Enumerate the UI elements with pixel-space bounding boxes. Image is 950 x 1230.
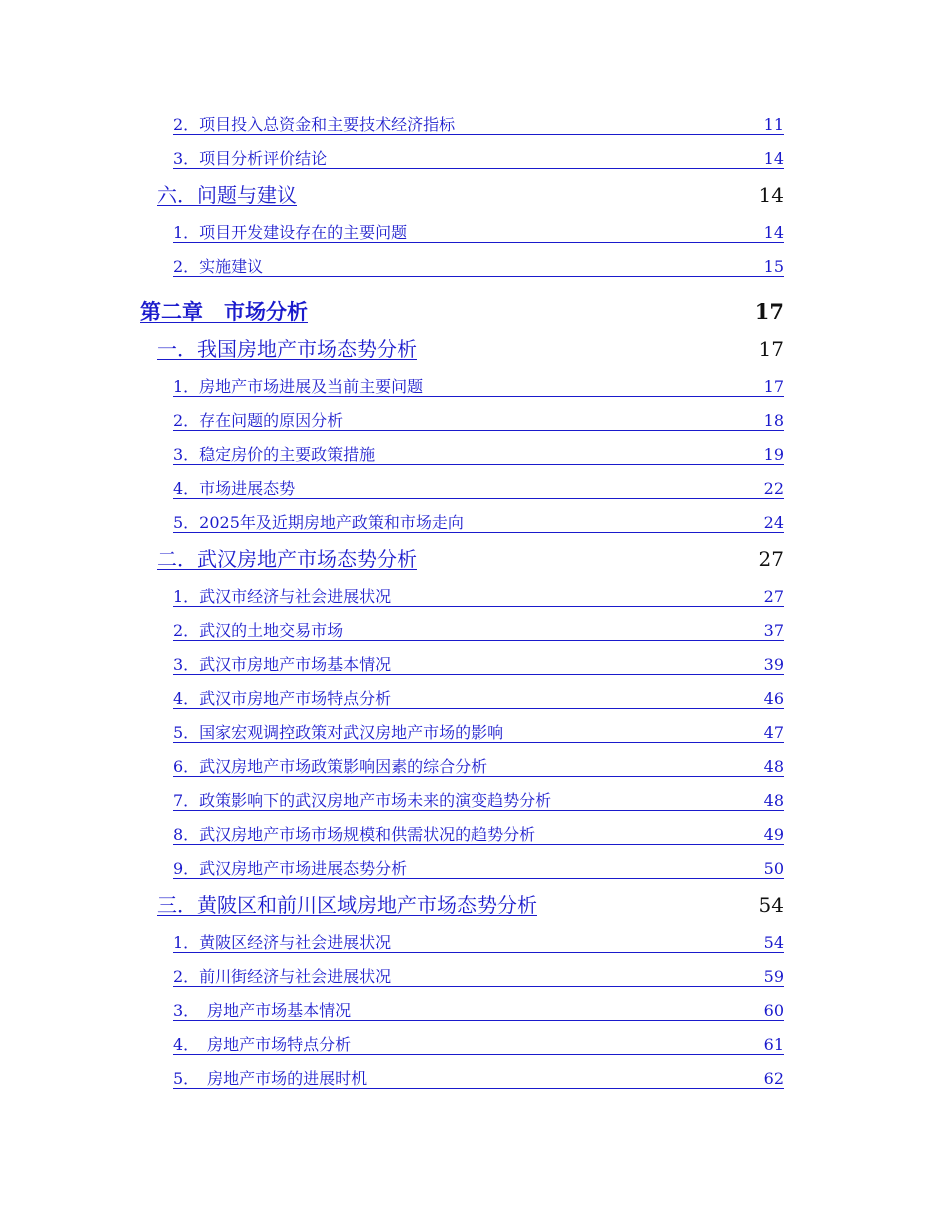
toc-entry[interactable] (173, 790, 784, 811)
toc-entry-page: 11 (763, 115, 784, 134)
toc-entry[interactable] (173, 966, 784, 987)
toc-section-title: 二．武汉房地产市场态势分析 (157, 547, 417, 571)
toc-entry[interactable] (173, 1034, 784, 1055)
toc-entry-title: 3．项目分析评价结论 (173, 149, 328, 168)
toc-section[interactable] (157, 181, 784, 207)
toc-entry[interactable] (173, 1000, 784, 1021)
toc-entry[interactable] (173, 114, 784, 135)
toc-entry-page: 22 (763, 479, 784, 498)
toc-entry[interactable] (173, 1068, 784, 1089)
toc-entry-page: 39 (763, 655, 784, 674)
toc-entry-title: 2．实施建议 (173, 257, 264, 276)
toc-section[interactable] (157, 891, 784, 917)
toc-entry-page: 48 (763, 791, 784, 810)
toc-entry-page: 61 (763, 1035, 784, 1054)
toc-entry[interactable] (173, 444, 784, 465)
toc-entry[interactable] (173, 148, 784, 169)
toc-entry[interactable] (173, 824, 784, 845)
toc-entry[interactable] (173, 512, 784, 533)
toc-entry[interactable] (173, 722, 784, 743)
toc-entry-page: 59 (763, 967, 784, 986)
toc-entry-title: 4．市场进展态势 (173, 479, 296, 498)
toc-entry-title: 7．政策影响下的武汉房地产市场未来的演变趋势分析 (173, 791, 552, 810)
toc-section-page: 17 (758, 337, 784, 361)
toc-entry-title: 2．前川街经济与社会进展状况 (173, 967, 392, 986)
toc-entry[interactable] (173, 222, 784, 243)
toc-entry-title: 5．2025年及近期房地产政策和市场走向 (173, 513, 464, 532)
toc-entry-title: 6．武汉房地产市场政策影响因素的综合分析 (173, 757, 488, 776)
toc-section-page: 27 (758, 547, 784, 571)
toc-entry-page: 47 (763, 723, 784, 742)
toc-entry[interactable] (173, 932, 784, 953)
toc-entry-page: 14 (763, 223, 784, 242)
toc-section-title: 三．黄陂区和前川区域房地产市场态势分析 (157, 893, 537, 917)
toc-entry[interactable] (173, 376, 784, 397)
toc-entry-title: 1．黄陂区经济与社会进展状况 (173, 933, 392, 952)
toc-entry-page: 48 (763, 757, 784, 776)
toc-entry-title: 9．武汉房地产市场进展态势分析 (173, 859, 408, 878)
toc-entry[interactable] (173, 620, 784, 641)
toc-section[interactable] (157, 335, 784, 361)
toc-chapter[interactable] (140, 297, 784, 325)
toc-entry-page: 24 (763, 513, 784, 532)
toc-section[interactable] (157, 545, 784, 571)
toc-entry[interactable] (173, 478, 784, 499)
toc-entry-title: 4． 房地产市场特点分析 (173, 1035, 352, 1054)
toc-entry[interactable] (173, 586, 784, 607)
toc-entry-title: 2．项目投入总资金和主要技术经济指标 (173, 115, 456, 134)
toc-chapter-page: 17 (754, 299, 784, 324)
toc-entry-title: 1．房地产市场进展及当前主要问题 (173, 377, 424, 396)
toc-entry-page: 46 (763, 689, 784, 708)
toc-entry-page: 50 (763, 859, 784, 878)
toc-entry-title: 1．项目开发建设存在的主要问题 (173, 223, 408, 242)
toc-entry-title: 3． 房地产市场基本情况 (173, 1001, 352, 1020)
toc-entry-page: 27 (763, 587, 784, 606)
toc-entry-page: 17 (763, 377, 784, 396)
toc-entry-title: 5． 房地产市场的进展时机 (173, 1069, 368, 1088)
toc-entry-page: 37 (763, 621, 784, 640)
toc-entry-title: 1．武汉市经济与社会进展状况 (173, 587, 392, 606)
toc-entry[interactable] (173, 654, 784, 675)
toc-entry-title: 2．武汉的土地交易市场 (173, 621, 344, 640)
toc-entry-page: 49 (763, 825, 784, 844)
toc-entry-title: 3．武汉市房地产市场基本情况 (173, 655, 392, 674)
toc-entry[interactable] (173, 256, 784, 277)
toc-entry-title: 5．国家宏观调控政策对武汉房地产市场的影响 (173, 723, 504, 742)
toc-entry[interactable] (173, 756, 784, 777)
toc-entry-title: 2．存在问题的原因分析 (173, 411, 344, 430)
toc-chapter-title: 第二章 市场分析 (140, 299, 308, 324)
toc-entry[interactable] (173, 858, 784, 879)
toc-section-title: 六．问题与建议 (157, 183, 297, 207)
toc-section-page: 54 (758, 893, 784, 917)
toc-entry-page: 60 (763, 1001, 784, 1020)
toc-section-title: 一．我国房地产市场态势分析 (157, 337, 417, 361)
toc-entry-page: 19 (763, 445, 784, 464)
toc-entry-page: 54 (763, 933, 784, 952)
toc-entry-page: 15 (763, 257, 784, 276)
toc-entry[interactable] (173, 688, 784, 709)
toc-entry-title: 4．武汉市房地产市场特点分析 (173, 689, 392, 708)
toc-entry-page: 18 (763, 411, 784, 430)
toc-entry-page: 14 (763, 149, 784, 168)
toc-section-page: 14 (758, 183, 784, 207)
toc-entry[interactable] (173, 410, 784, 431)
toc-entry-title: 8．武汉房地产市场市场规模和供需状况的趋势分析 (173, 825, 536, 844)
toc-entry-title: 3．稳定房价的主要政策措施 (173, 445, 376, 464)
toc-entry-page: 62 (763, 1069, 784, 1088)
